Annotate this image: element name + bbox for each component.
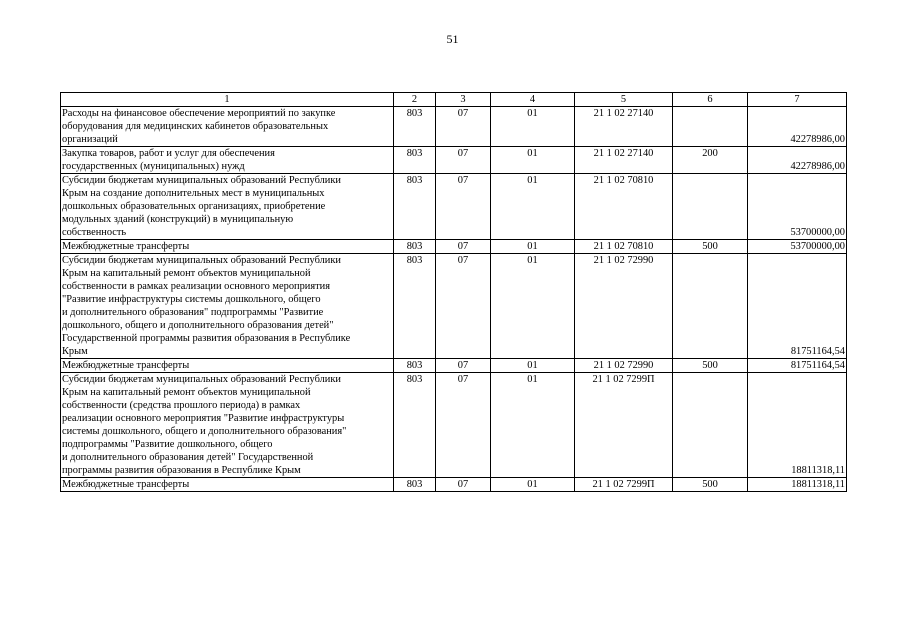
column-header: 1 xyxy=(61,93,394,107)
row-description xyxy=(61,478,394,492)
description-line: Крым на капитальный ремонт объектов муниципальной xyxy=(62,268,311,279)
section-code: 07 xyxy=(436,174,491,240)
target-article-code: 21 1 02 27140 xyxy=(575,107,673,147)
subsection-code: 01 xyxy=(491,240,575,254)
table-row xyxy=(61,147,847,174)
column-header: 2 xyxy=(394,93,436,107)
description-line: Закупка товаров, работ и услуг для обеспечения xyxy=(62,148,275,159)
ministry-code: 803 xyxy=(394,147,436,174)
target-article-code: 21 1 02 27140 xyxy=(575,147,673,174)
section-code: 07 xyxy=(436,373,491,478)
description-line: подпрограммы "Развитие дошкольного, общего xyxy=(62,439,273,450)
section-code: 07 xyxy=(436,254,491,359)
expense-type-code: 500 xyxy=(673,359,748,373)
description-line: Субсидии бюджетам муниципальных образований Республики xyxy=(62,175,341,186)
table-row xyxy=(61,107,847,147)
description-line: государственных (муниципальных) нужд xyxy=(62,161,245,172)
amount: 53700000,00 xyxy=(748,240,847,254)
budget-table xyxy=(60,92,847,492)
description-line: Государственной программы развития образования в Республике xyxy=(62,333,351,344)
description-line: Межбюджетные трансферты xyxy=(62,360,190,371)
expense-type-code: 500 xyxy=(673,240,748,254)
subsection-code: 01 xyxy=(491,359,575,373)
column-header: 5 xyxy=(575,93,673,107)
amount: 42278986,00 xyxy=(748,107,847,147)
row-description xyxy=(61,174,394,240)
description-line: Крым на создание дополнительных мест в муниципальных xyxy=(62,188,325,199)
description-line: собственности (средства прошлого периода) в рамках xyxy=(62,400,301,411)
column-header: 6 xyxy=(673,93,748,107)
description-line: Субсидии бюджетам муниципальных образований Республики xyxy=(62,255,341,266)
ministry-code: 803 xyxy=(394,174,436,240)
target-article-code: 21 1 02 72990 xyxy=(575,359,673,373)
table-row xyxy=(61,254,847,359)
section-code: 07 xyxy=(436,240,491,254)
subsection-code: 01 xyxy=(491,174,575,240)
column-header: 7 xyxy=(748,93,847,107)
description-line: дошкольного, общего и дополнительного образования детей" xyxy=(62,320,334,331)
subsection-code: 01 xyxy=(491,478,575,492)
amount: 81751164,54 xyxy=(748,254,847,359)
section-code: 07 xyxy=(436,107,491,147)
description-line: Крым xyxy=(62,346,88,357)
description-line: Крым на капитальный ремонт объектов муниципальной xyxy=(62,387,311,398)
description-line: Межбюджетные трансферты xyxy=(62,241,190,252)
expense-type-code: 200 xyxy=(673,147,748,174)
ministry-code: 803 xyxy=(394,373,436,478)
description-line: "Развитие инфраструктуры системы дошкольного, общего xyxy=(62,294,321,305)
table-row xyxy=(61,373,847,478)
subsection-code: 01 xyxy=(491,373,575,478)
table-row xyxy=(61,240,847,254)
amount: 53700000,00 xyxy=(748,174,847,240)
column-header: 3 xyxy=(436,93,491,107)
description-line: программы развития образования в Республике Крым xyxy=(62,465,301,476)
table-row xyxy=(61,174,847,240)
description-line: дошкольных образовательных организациях, приобретение xyxy=(62,201,326,212)
description-line: собственность xyxy=(62,227,127,238)
description-line: и дополнительного образования детей" Государственной xyxy=(62,452,314,463)
amount: 42278986,00 xyxy=(748,147,847,174)
expense-type-code xyxy=(673,174,748,240)
section-code: 07 xyxy=(436,359,491,373)
description-line: оборудования для медицинских кабинетов образовательных xyxy=(62,121,329,132)
description-line: реализации основного мероприятия "Развитие инфраструктуры xyxy=(62,413,345,424)
target-article-code: 21 1 02 72990 xyxy=(575,254,673,359)
amount: 18811318,11 xyxy=(748,478,847,492)
row-description xyxy=(61,147,394,174)
table-header-row xyxy=(61,93,847,107)
expense-type-code: 500 xyxy=(673,478,748,492)
ministry-code: 803 xyxy=(394,107,436,147)
section-code: 07 xyxy=(436,147,491,174)
description-line: организаций xyxy=(62,134,118,145)
row-description xyxy=(61,107,394,147)
expense-type-code xyxy=(673,373,748,478)
description-line: собственности в рамках реализации основного мероприятия xyxy=(62,281,330,292)
subsection-code: 01 xyxy=(491,254,575,359)
description-line: и дополнительного образования" подпрограммы "Развитие xyxy=(62,307,324,318)
target-article-code: 21 1 02 7299П xyxy=(575,373,673,478)
subsection-code: 01 xyxy=(491,107,575,147)
column-header: 4 xyxy=(491,93,575,107)
row-description xyxy=(61,254,394,359)
expense-type-code xyxy=(673,254,748,359)
ministry-code: 803 xyxy=(394,478,436,492)
ministry-code: 803 xyxy=(394,254,436,359)
row-description xyxy=(61,373,394,478)
amount: 18811318,11 xyxy=(748,373,847,478)
page-number: 51 xyxy=(446,32,459,46)
row-description xyxy=(61,359,394,373)
expense-type-code xyxy=(673,107,748,147)
ministry-code: 803 xyxy=(394,359,436,373)
table-row xyxy=(61,359,847,373)
table-row xyxy=(61,478,847,492)
description-line: системы дошкольного, общего и дополнительного образования" xyxy=(62,426,347,437)
amount: 81751164,54 xyxy=(748,359,847,373)
subsection-code: 01 xyxy=(491,147,575,174)
description-line: Межбюджетные трансферты xyxy=(62,479,190,490)
description-line: модульных зданий (конструкций) в муниципальную xyxy=(62,214,294,225)
ministry-code: 803 xyxy=(394,240,436,254)
target-article-code: 21 1 02 7299П xyxy=(575,478,673,492)
description-line: Субсидии бюджетам муниципальных образований Республики xyxy=(62,374,341,385)
target-article-code: 21 1 02 70810 xyxy=(575,240,673,254)
section-code: 07 xyxy=(436,478,491,492)
target-article-code: 21 1 02 70810 xyxy=(575,174,673,240)
row-description xyxy=(61,240,394,254)
description-line: Расходы на финансовое обеспечение мероприятий по закупке xyxy=(62,108,336,119)
